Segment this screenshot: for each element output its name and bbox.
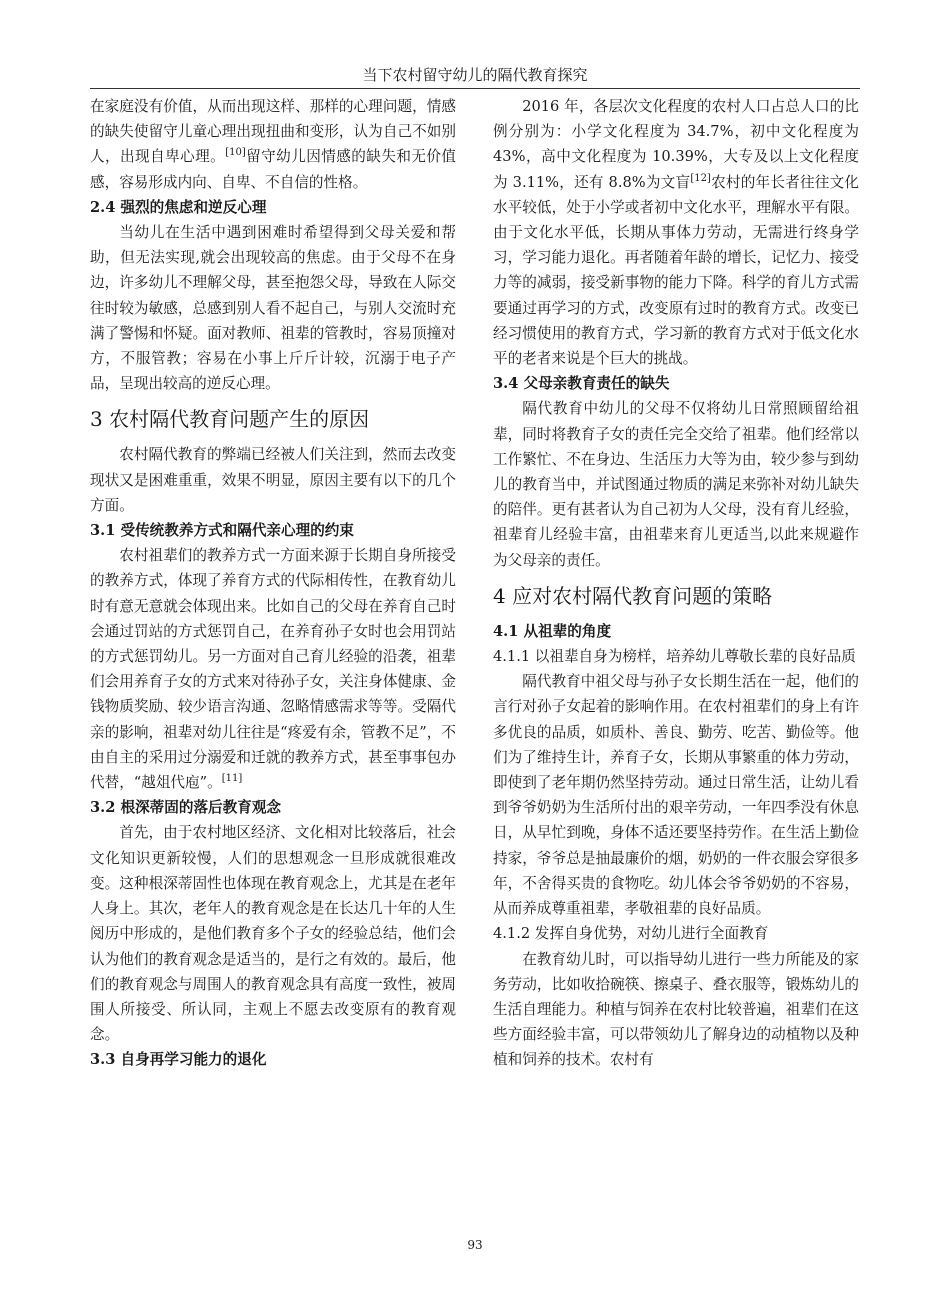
paragraph: 农村隔代教育的弊端已经被人们关注到，然而去改变现状又是困难重重，效果不明显，原因主要有以下的几个方面。 xyxy=(90,446,456,514)
paragraph: 当幼儿在生活中遇到困难时希望得到父母关爱和帮助，但无法实现,就会出现较高的焦虑。由于父母不在身边，许多幼儿不理解父母，甚至抱怨父母，导致在人际交往时较为敏感，总感到别人看不起自己，与别人交流时充满了警惕和怀疑。面对教师、祖辈的管教时，容易顶撞对方，不服管教；容易在小事上斤斤计较，沉溺于电子产品，呈现出较高的逆反心理。 xyxy=(90,224,456,393)
paragraph: 农村祖辈们的教养方式一方面来源于长期自身所接受的教养方式，体现了养育方式的代际相传性，在教育幼儿时有意无意就会体现出来。比如自己的父母在养育自己时会通过罚站的方式惩罚自己，在养育孙子女时也会用罚站的方式惩罚幼儿。另一方面对自己育儿经验的沿袭，祖辈们会用养育子女的方式来对待孙子女，关注身体健康、金钱物质奖励、较少语言沟通、忽略情感需求等等。受隔代亲的影响，祖辈对幼儿往往是“疼爱有余，管教不足”，不由自主的采用过分溺爱和迁就的教养方式，甚至事事包办代替，“越俎代庖”。[11] xyxy=(90,547,456,792)
right-column xyxy=(493,94,859,1073)
paragraph-continued: 在家庭没有价值，从而出现这样、那样的心理问题，情感的缺失使留守儿童心理出现扭曲和变形，认为自己不如别人，出现自卑心理。[10]留守幼儿因情感的缺失和无价值感，容易形成内向、自卑、不自信的性格。 xyxy=(90,98,456,191)
section-heading-4-1-2: 4.1.2 发挥自身优势，对幼儿进行全面教育 xyxy=(493,925,769,943)
citation: [12] xyxy=(690,172,711,184)
paragraph: 2016 年，各层次文化程度的农村人口占总人口的比例分别为：小学文化程度为 34.7%，初中文化程度为 43%，高中文化程度为 10.39%，大专及以上文化程度为 3.11%，还有 8.8%为文盲[12]农村的年长者往往文化水平较低，处于小学或者初中文化水平，理解水平有限。由于文化水平低，长期从事体力劳动，无需进行终身学习，学习能力退化。再者随着年龄的增长，记忆力、接受力等的减弱，接受新事物的能力下降。科学的育儿方式需要通过再学习的方式，改变原有过时的教育方式。改变已经习惯使用的教育方式，学习新的教育方式对于低文化水平的老者来说是个巨大的挑战。 xyxy=(493,98,859,368)
section-heading-4-1: 4.1 从祖辈的角度 xyxy=(493,622,612,640)
section-heading-3-2: 3.2 根深蒂固的落后教育观念 xyxy=(90,799,282,817)
paragraph: 在教育幼儿时，可以指导幼儿进行一些力所能及的家务劳动，比如收拾碗筷、擦桌子、叠衣服等，锻炼幼儿的生活自理能力。种植与饲养在农村比较普遍，祖辈们在这些方面经验丰富，可以带领幼儿了解身边的动植物以及种植和饲养的技术。农村有 xyxy=(493,950,859,1069)
citation: [11] xyxy=(221,773,243,785)
page-number: 93 xyxy=(467,1238,483,1252)
section-heading-3: 3 农村隔代教育问题产生的原因 xyxy=(90,407,370,432)
section-heading-4: 4 应对农村隔代教育问题的策略 xyxy=(493,583,773,608)
section-heading-2-4: 2.4 强烈的焦虑和逆反心理 xyxy=(90,198,267,216)
section-heading-3-3: 3.3 自身再学习能力的退化 xyxy=(90,1051,267,1069)
citation: [10] xyxy=(225,147,246,159)
section-heading-3-1: 3.1 受传统教养方式和隔代亲心理的约束 xyxy=(90,522,354,540)
paragraph: 隔代教育中幼儿的父母不仅将幼儿日常照顾留给祖辈，同时将教育子女的责任完全交给了祖辈。他们经常以工作繁忙、不在身边、生活压力大等为由，较少参与到幼儿的教育当中，并试图通过物质的满足来弥补对幼儿缺失的陪伴。更有甚者认为自己初为人父母，没有育儿经验，祖辈育儿经验丰富，由祖辈来育儿更适当,以此来规避作为父母亲的责任。 xyxy=(493,400,859,569)
left-column xyxy=(90,94,456,1073)
section-heading-3-4: 3.4 父母亲教育责任的缺失 xyxy=(493,375,670,393)
section-heading-4-1-1: 4.1.1 以祖辈自身为榜样，培养幼儿尊敬长辈的良好品质 xyxy=(493,648,856,666)
paragraph: 首先，由于农村地区经济、文化相对比较落后，社会文化知识更新较慢，人们的思想观念一旦形成就很难改变。这种根深蒂固性也体现在教育观念上，尤其是在老年人身上。其次，老年人的教育观念是在长达几十年的人生阅历中形成的，是他们教育多个子女的经验总结，他们会认为他们的教育观念是适当的，是行之有效的。最后，他们的教育观念与周围人的教育观念具有高度一致性，被周围人所接受、所认同，主观上不愿去改变原有的教育观念。 xyxy=(90,824,456,1044)
paragraph: 隔代教育中祖父母与孙子女长期生活在一起，他们的言行对孙子女起着的影响作用。在农村祖辈们的身上有许多优良的品质，如质朴、善良、勤劳、吃苦、勤俭等。他们为了维持生计，养育子女，长期从事繁重的体力劳动，即使到了老年期仍然坚持劳动。通过日常生活，让幼儿看到爷爷奶奶为生活所付出的艰辛劳动，一年四季没有休息日，从早忙到晚，身体不适还要坚持劳作。在生活上勤俭持家，爷爷总是抽最廉价的烟，奶奶的一件衣服会穿很多年，不舍得买贵的食物吃。幼儿体会爷爷奶奶的不容易，从而养成尊重祖辈，孝敬祖辈的良好品质。 xyxy=(493,673,859,918)
running-head: 当下农村留守幼儿的隔代教育探究 xyxy=(90,62,860,89)
